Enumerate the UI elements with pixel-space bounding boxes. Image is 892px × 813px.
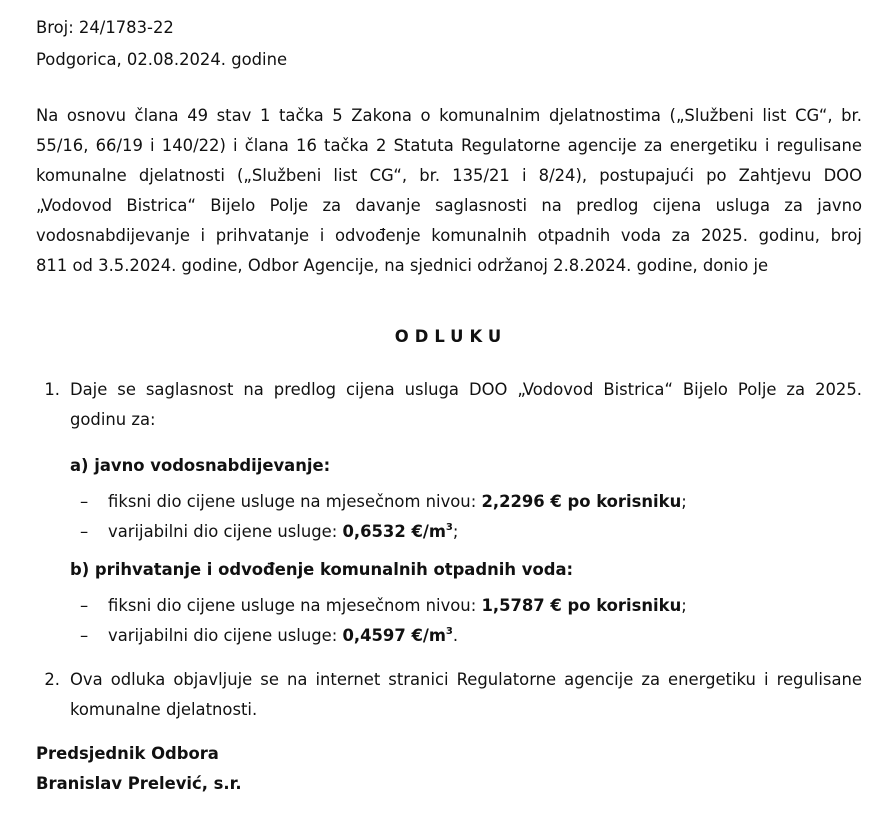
signature-role: Predsjednik Odbora	[36, 744, 219, 763]
section-a-fixed-price	[108, 488, 687, 516]
variable-value-text: 0,6532 €/m	[342, 522, 446, 541]
dash-bullet: –	[80, 626, 89, 645]
dash-bullet: –	[80, 522, 89, 541]
variable-value	[342, 522, 452, 541]
signature-name: Branislav Prelević, s.r.	[36, 774, 242, 793]
fixed-value: 1,5787 € po korisniku	[481, 596, 682, 615]
variable-label: varijabilni dio cijene usluge:	[108, 626, 343, 645]
variable-value-text: 0,4597 €/m	[342, 626, 446, 645]
punctuation: ;	[452, 522, 459, 541]
preamble-line: komunalne djelatnosti („Službeni list CG“, br. 135/21 i 8/24), postupajući po Zahtjevu DOO	[36, 166, 862, 185]
dash-bullet: –	[80, 492, 89, 511]
section-b-heading: b) prihvatanje i odvođenje komunalnih otpadnih voda:	[70, 560, 574, 579]
fixed-value: 2,2296 € po korisniku	[481, 492, 682, 511]
variable-value	[342, 626, 452, 645]
section-b-fixed-price	[108, 592, 687, 620]
section-b-variable-price	[108, 622, 458, 650]
fixed-label: fiksni dio cijene usluge na mjesečnom nivou:	[108, 596, 482, 615]
punctuation: ;	[681, 596, 687, 615]
variable-label: varijabilni dio cijene usluge:	[108, 522, 343, 541]
cubic-superscript: 3	[445, 625, 453, 637]
list-number: 1.	[44, 380, 60, 399]
list-number: 2.	[44, 670, 60, 689]
document-number: Broj: 24/1783-22	[36, 18, 174, 37]
section-a-variable-price	[108, 518, 458, 546]
place-date: Podgorica, 02.08.2024. godine	[36, 50, 288, 69]
item-1-line-2: godinu za:	[70, 410, 156, 429]
preamble-line: 55/16, 66/19 i 140/22) i člana 16 tačka 2 Statuta Regulatorne agencije za energetiku i regulisane	[36, 136, 862, 155]
punctuation: .	[452, 626, 459, 645]
dash-bullet: –	[80, 596, 89, 615]
item-2-line-2: komunalne djelatnosti.	[70, 700, 258, 719]
fixed-label: fiksni dio cijene usluge na mjesečnom nivou:	[108, 492, 482, 511]
preamble-line: 811 od 3.5.2024. godine, Odbor Agencije, na sjednici održanoj 2.8.2024. godine, donio je	[36, 256, 769, 275]
punctuation: ;	[681, 492, 687, 511]
item-2-line-1: Ova odluka objavljuje se na internet stranici Regulatorne agencije za energetiku i regulisane	[70, 670, 862, 689]
preamble-line: Na osnovu člana 49 stav 1 tačka 5 Zakona o komunalnim djelatnostima („Službeni list CG“, br.	[36, 106, 862, 125]
item-1-line-1: Daje se saglasnost na predlog cijena usluga DOO „Vodovod Bistrica“ Bijelo Polje za 2025.	[70, 380, 862, 399]
preamble-line: „Vodovod Bistrica“ Bijelo Polje za davanje saglasnosti na predlog cijena usluga za javno	[36, 196, 862, 215]
decision-title: ODLUKU	[394, 327, 508, 346]
section-a-heading: a) javno vodosnabdijevanje:	[70, 456, 331, 475]
preamble-line: vodosnabdijevanje i prihvatanje i odvođenje komunalnih otpadnih voda za 2025. godinu, broj	[36, 226, 862, 245]
cubic-superscript: 3	[445, 521, 453, 533]
